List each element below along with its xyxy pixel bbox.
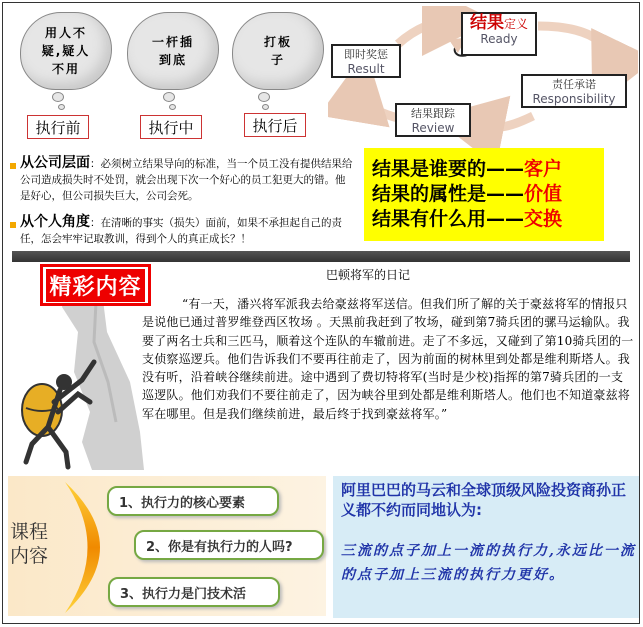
bubble-tail — [52, 92, 64, 102]
personal-view: 从个人角度：在清晰的事实（损失）面前，如果不承担起自己的责任，怎会牢牢记取教训，得到个人的真正成长？！ — [20, 214, 342, 245]
bubble-tail — [58, 104, 65, 110]
quote-saying: 三流的点子加上一流的执行力,永远比一流的点子加上三流的执行力更好。 — [341, 543, 636, 583]
company-view: 从公司层面：必须树立结果导向的标准，当一个员工没有提供结果给公司造成损失时不处罚，就会出现下次一个好心的员工犯更大的错。他是好心，但公司损失巨大，公司会死。 — [20, 155, 353, 202]
quote-panel — [333, 476, 639, 618]
stage-bubble-before: 用人不 疑,疑人 不用 — [20, 12, 112, 90]
cycle-responsibility: 责任承诺 Responsibility — [521, 74, 627, 108]
stage-bubble-after: 打板 子 — [232, 12, 324, 90]
stage-label-during: 执行中 — [140, 115, 202, 139]
course-label: 课程 内容 — [10, 521, 49, 567]
stage-bubble-during: 一杆插 到底 — [127, 12, 219, 90]
quote-intro: 阿里巴巴的马云和全球顶级风险投资商孙正义都不约而同地认为: — [341, 481, 627, 519]
cycle-review: 结果跟踪 Review — [395, 103, 471, 137]
stage-label-before: 执行前 — [27, 115, 89, 139]
bubble-tail — [262, 104, 269, 110]
course-item-2: 2、你是有执行力的人吗? — [134, 530, 324, 560]
bubble-tail — [169, 104, 176, 110]
cycle-result: 即时奖惩 Result — [331, 44, 401, 78]
bubble-tail — [163, 92, 175, 102]
bullet-icon — [10, 222, 16, 228]
wonderful-content-label: 精彩内容 — [40, 264, 151, 306]
diary-title: 巴顿将军的日记 — [326, 268, 411, 282]
course-item-1: 1、执行力的核心要素 — [107, 486, 279, 516]
stage-label-after: 执行后 — [244, 113, 306, 137]
result-summary: 结果是谁要的——客户 结果的属性是——价值 结果有什么用——交换 — [364, 148, 604, 241]
bubble-tail — [258, 92, 270, 102]
course-item-3: 3、执行力是门技术活 — [108, 577, 280, 607]
section-divider — [12, 251, 630, 262]
cycle-ready: 结果定义 Ready — [461, 12, 537, 56]
bullet-icon — [10, 163, 16, 169]
diary-body: “有一天，潘兴将军派我去给豪兹将军送信。但我们所了解的关于豪兹将军的情报只是说他已通过普罗维登西区牧场 。天黑前我赶到了牧场，碰到第7骑兵团的骡马运输队。我要了两名士兵和三匹马，顺着这个连队的车辙前进。走了不多远，又碰到了第10骑兵团的一支侦察巡逻兵。他们告诉我们不要再往前走了，因为前面的树林里到处都是维利斯塔人。我没有听，沿着峡谷继续前进。途中遇到了费切特将军(当时是少校)指挥的第7骑兵团的一支巡逻队。他们劝我们不要往前走了，因为峡谷里到处都是维利斯塔人。他们也不知道豪兹将军在哪里。但是我们继续前进，最后终于找到豪兹将军。” — [142, 297, 634, 421]
